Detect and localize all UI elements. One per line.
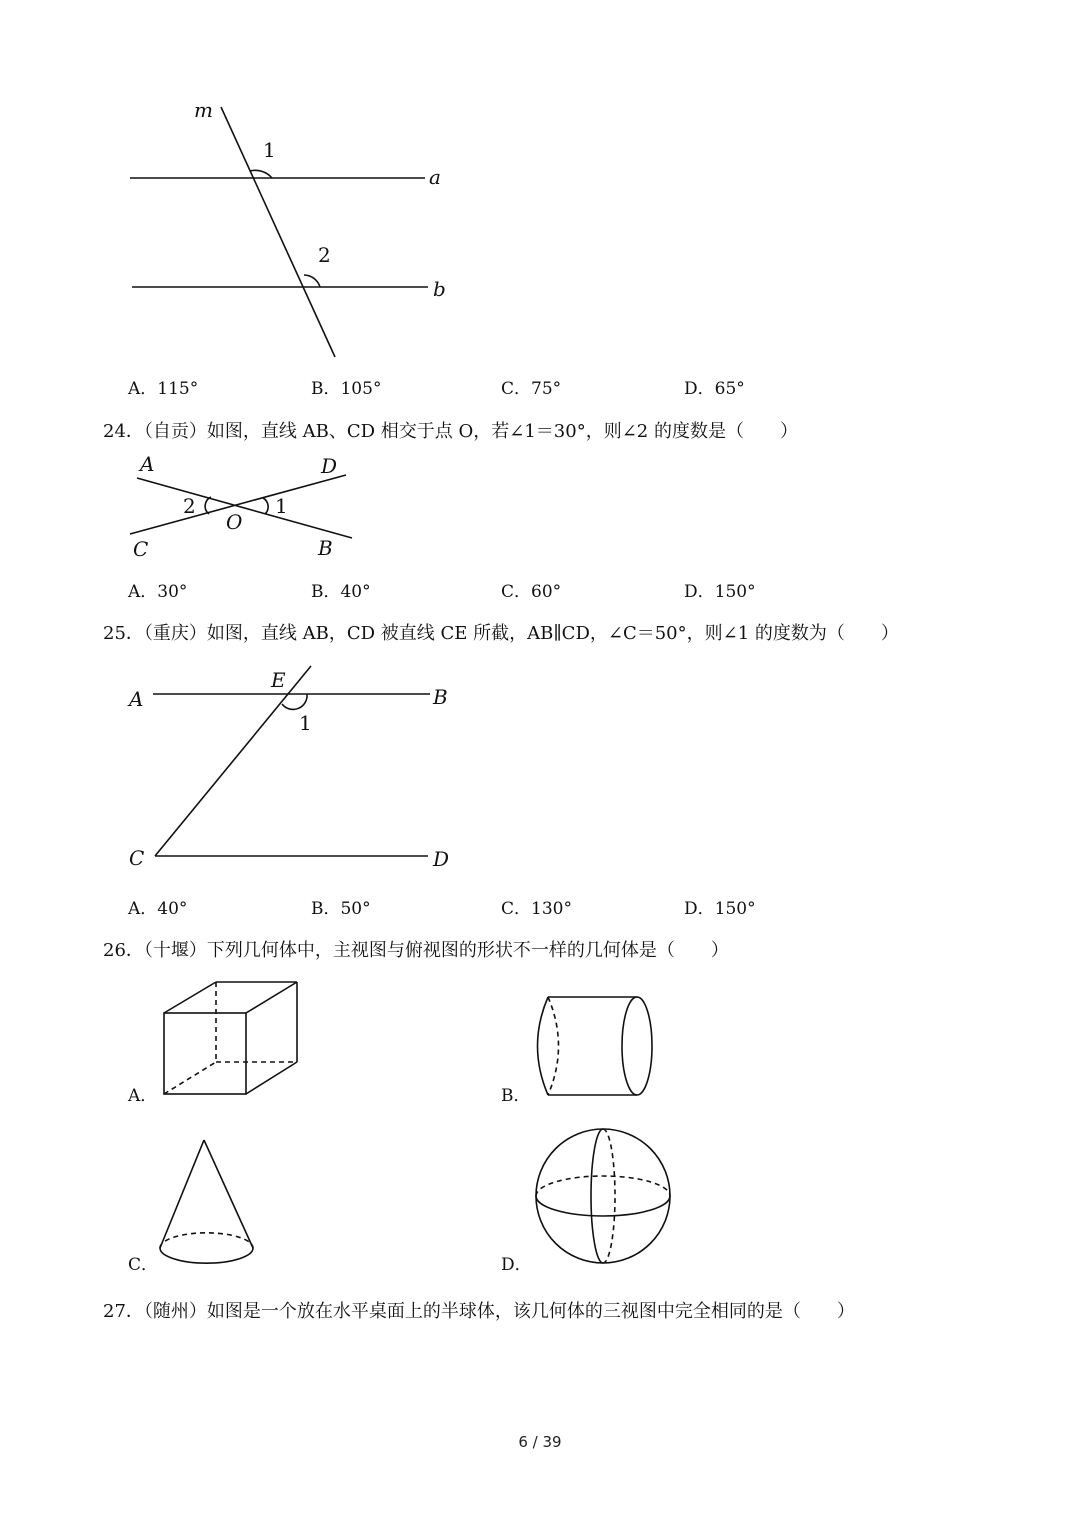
q24-option-d: D．150° — [684, 582, 756, 602]
q25-option-c: C．130° — [501, 899, 572, 919]
label-D: D — [433, 847, 450, 871]
q26-option-a: A． — [128, 1086, 158, 1106]
q25-option-d: D．150° — [684, 899, 756, 919]
label-C: C — [133, 537, 149, 561]
q25-stem: 25．（重庆）如图，直线 AB，CD 被直线 CE 所截，AB∥CD，∠C＝50°，则∠1 的度数为（ ） — [103, 623, 899, 644]
label-angle-2: 2 — [183, 494, 196, 518]
q24-option-c: C．60° — [501, 582, 562, 602]
q23-option-a: A．115° — [128, 379, 199, 399]
q26-option-b: B． — [501, 1086, 531, 1106]
q23-option-b: B．105° — [311, 379, 382, 399]
label-B: B — [318, 536, 333, 560]
solid-cylinder — [538, 997, 653, 1095]
label-angle-1: 1 — [263, 138, 276, 162]
solid-sphere — [536, 1129, 670, 1263]
q25-option-b: B．50° — [311, 899, 371, 919]
q24-option-b: B．40° — [311, 582, 371, 602]
q26-option-d: D． — [501, 1255, 532, 1275]
label-A: A — [129, 687, 144, 711]
label-E: E — [271, 668, 286, 692]
solid-cube — [164, 982, 297, 1094]
label-O: O — [226, 510, 243, 534]
label-angle-1: 1 — [299, 711, 312, 735]
q26-option-c: C． — [128, 1255, 159, 1275]
label-B: B — [433, 685, 448, 709]
label-A: A — [140, 452, 155, 476]
q26-stem: 26．（十堰）下列几何体中，主视图与俯视图的形状不一样的几何体是（ ） — [103, 940, 729, 961]
q25-option-a: A．40° — [128, 899, 188, 919]
page-number: 6 / 39 — [518, 1433, 562, 1451]
q24-option-a: A．30° — [128, 582, 188, 602]
q23-option-c: C．75° — [501, 379, 562, 399]
solid-cone — [160, 1140, 253, 1263]
q24-stem: 24．（自贡）如图，直线 AB、CD 相交于点 O，若∠1＝30°，则∠2 的度数是（ ） — [103, 421, 798, 442]
label-C: C — [129, 846, 145, 870]
q27-stem: 27．（随州）如图是一个放在水平桌面上的半球体，该几何体的三视图中完全相同的是（ ） — [103, 1301, 855, 1322]
label-angle-2: 2 — [318, 243, 331, 267]
label-a: a — [429, 165, 441, 189]
label-m: m — [194, 98, 213, 122]
label-D: D — [321, 454, 338, 478]
label-b: b — [433, 277, 446, 301]
q23-option-d: D．65° — [684, 379, 745, 399]
label-angle-1: 1 — [275, 494, 288, 518]
